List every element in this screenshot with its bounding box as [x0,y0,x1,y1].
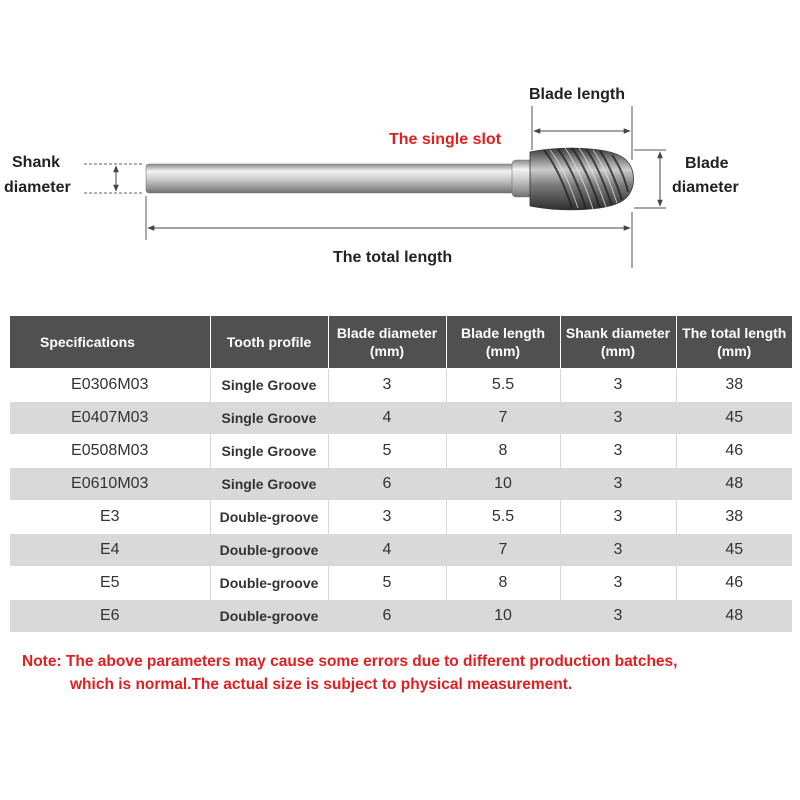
cell-spec: E0610M03 [10,468,210,501]
single-slot-label: The single slot [389,131,502,148]
shank-label-line1: Shank [12,154,61,171]
cell-blade-diameter: 6 [328,600,446,633]
total-length-label: The total length [333,249,453,266]
cell-spec: E0407M03 [10,402,210,435]
cell-blade-diameter: 5 [328,435,446,468]
cell-blade-length: 7 [446,402,560,435]
header-specifications: Specifications [10,316,210,369]
spec-table [10,316,792,632]
table-row [10,534,792,567]
cell-shank-diameter: 3 [560,534,676,567]
cell-blade-length: 8 [446,567,560,600]
burr-dimension-diagram [0,0,800,300]
cell-blade-diameter: 3 [328,369,446,402]
shank [146,164,516,193]
cell-tooth: Double-groove [210,534,328,567]
note-line2: which is normal.The actual size is subject to physical measurement. [70,676,573,693]
table-row [10,600,792,633]
cell-spec: E4 [10,534,210,567]
blade-diameter-label-line2: diameter [672,179,739,196]
cell-total-length: 38 [676,369,792,402]
cell-tooth: Double-groove [210,501,328,534]
cell-spec: E6 [10,600,210,633]
cell-total-length: 46 [676,567,792,600]
cell-spec: E5 [10,567,210,600]
cell-blade-length: 8 [446,435,560,468]
table-row [10,567,792,600]
cell-spec: E0306M03 [10,369,210,402]
cell-shank-diameter: 3 [560,501,676,534]
cell-blade-diameter: 3 [328,501,446,534]
cell-total-length: 45 [676,534,792,567]
cell-total-length: 38 [676,501,792,534]
cell-tooth: Single Groove [210,402,328,435]
table-row [10,468,792,501]
cell-total-length: 46 [676,435,792,468]
cell-tooth: Double-groove [210,567,328,600]
cell-blade-diameter: 4 [328,534,446,567]
cell-shank-diameter: 3 [560,369,676,402]
header-shank-diameter: Shank diameter (mm) [560,316,676,369]
cell-blade-length: 10 [446,600,560,633]
cell-shank-diameter: 3 [560,402,676,435]
shank-label-line2: diameter [4,179,71,196]
cell-blade-length: 5.5 [446,501,560,534]
blade-length-label: Blade length [529,86,626,103]
cell-total-length: 45 [676,402,792,435]
note-text [22,650,792,696]
note-line1: Note: The above parameters may cause some errors due to different production batches, [22,653,678,670]
blade-diameter-label-line1: Blade [685,155,729,172]
cell-spec: E0508M03 [10,435,210,468]
cell-shank-diameter: 3 [560,600,676,633]
header-tooth-profile: Tooth profile [210,316,328,369]
table-row [10,501,792,534]
cell-tooth: Single Groove [210,468,328,501]
cell-blade-length: 7 [446,534,560,567]
header-blade-diameter: Blade diameter (mm) [328,316,446,369]
cell-spec: E3 [10,501,210,534]
table-header-row [10,316,792,369]
table-row [10,369,792,402]
cell-shank-diameter: 3 [560,567,676,600]
cell-shank-diameter: 3 [560,468,676,501]
cell-blade-diameter: 4 [328,402,446,435]
table-row [10,435,792,468]
cell-shank-diameter: 3 [560,435,676,468]
cell-blade-length: 5.5 [446,369,560,402]
cell-blade-length: 10 [446,468,560,501]
cell-blade-diameter: 5 [328,567,446,600]
cell-tooth: Single Groove [210,435,328,468]
header-blade-length: Blade length (mm) [446,316,560,369]
header-total-length: The total length (mm) [676,316,792,369]
table-row [10,402,792,435]
cell-blade-diameter: 6 [328,468,446,501]
cell-tooth: Single Groove [210,369,328,402]
blade-head [530,148,634,210]
cell-total-length: 48 [676,468,792,501]
cell-total-length: 48 [676,600,792,633]
cell-tooth: Double-groove [210,600,328,633]
